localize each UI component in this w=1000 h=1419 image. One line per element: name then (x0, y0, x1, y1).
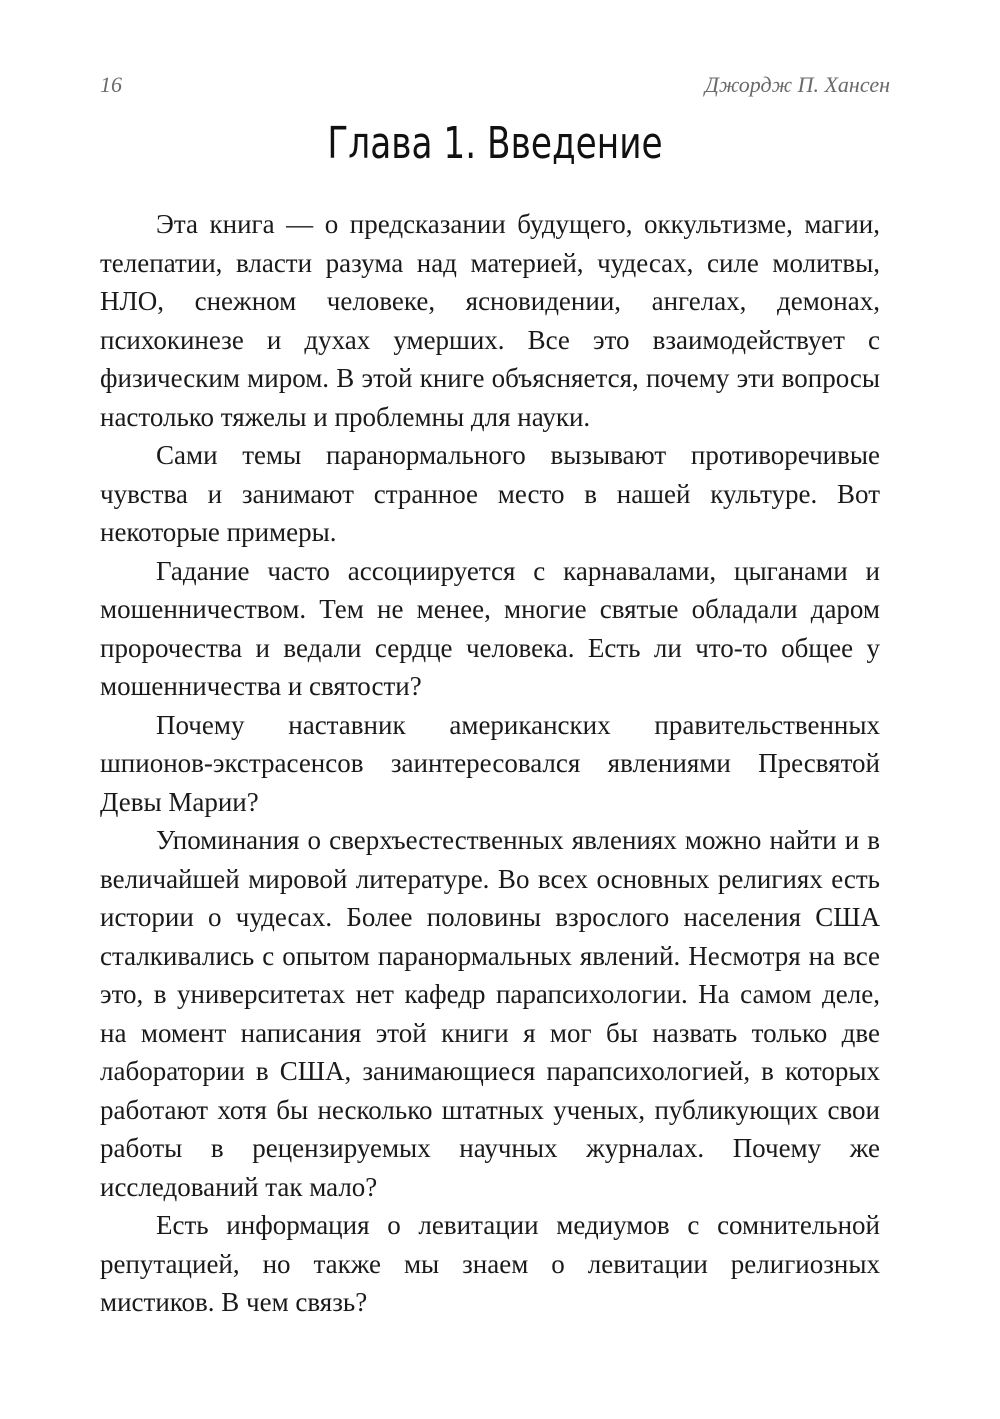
chapter-title: Глава 1. Введение (327, 118, 663, 169)
paragraph: Есть информация о левитации медиумов с сомнительной репутацией, но также мы знаем о левитации религиозных мистиков. В чем связь? (100, 1210, 880, 1317)
body-text (100, 205, 880, 1322)
running-head (100, 72, 890, 102)
page-number: 16 (100, 72, 122, 97)
paragraph: Упоминания о сверхъестественных явлениях можно найти и в величайшей мировой литературе. Во всех основных религиях есть истории о чудесах. Более половины взрослого населения США сталкивались с опытом паранормальных явлений. Несмотря на все это, в университетах нет кафедр парапсихологии. На самом деле, на момент написания этой книги я мог бы назвать только две лаборатории в США, занимающиеся парапсихологией, в которых работают хотя бы несколько штатных ученых, публикующих свои работы в рецензируемых научных журналах. Почему же исследований так мало? (100, 825, 880, 1202)
running-head-author: Джордж П. Хансен (704, 72, 890, 97)
paragraph: Сами темы паранормального вызывают противоречивые чувства и занимают странное место в нашей культуре. Вот некоторые примеры. (100, 440, 880, 547)
paragraph: Гадание часто ассоциируется с карнавалами, цыганами и мошенничеством. Тем не менее, многие святые обладали даром пророчества и ведали сердце человека. Есть ли что-то общее у мошенничества и святости? (100, 555, 880, 701)
paragraph: Почему наставник американских правительственных шпионов-экстрасенсов заинтересовался явлениями Пресвятой Девы Марии? (100, 709, 880, 817)
paragraph: Эта книга — о предсказании будущего, оккультизме, магии, телепатии, власти разума над материей, чудесах, силе молитвы, НЛО, снежном человеке, ясновидении, ангелах, демонах, психокинезе и духах умерших. Все это взаимодействует с физическим миром. В этой книге объясняется, почему эти вопросы настолько тяжелы и проблемны для науки. (100, 209, 880, 432)
